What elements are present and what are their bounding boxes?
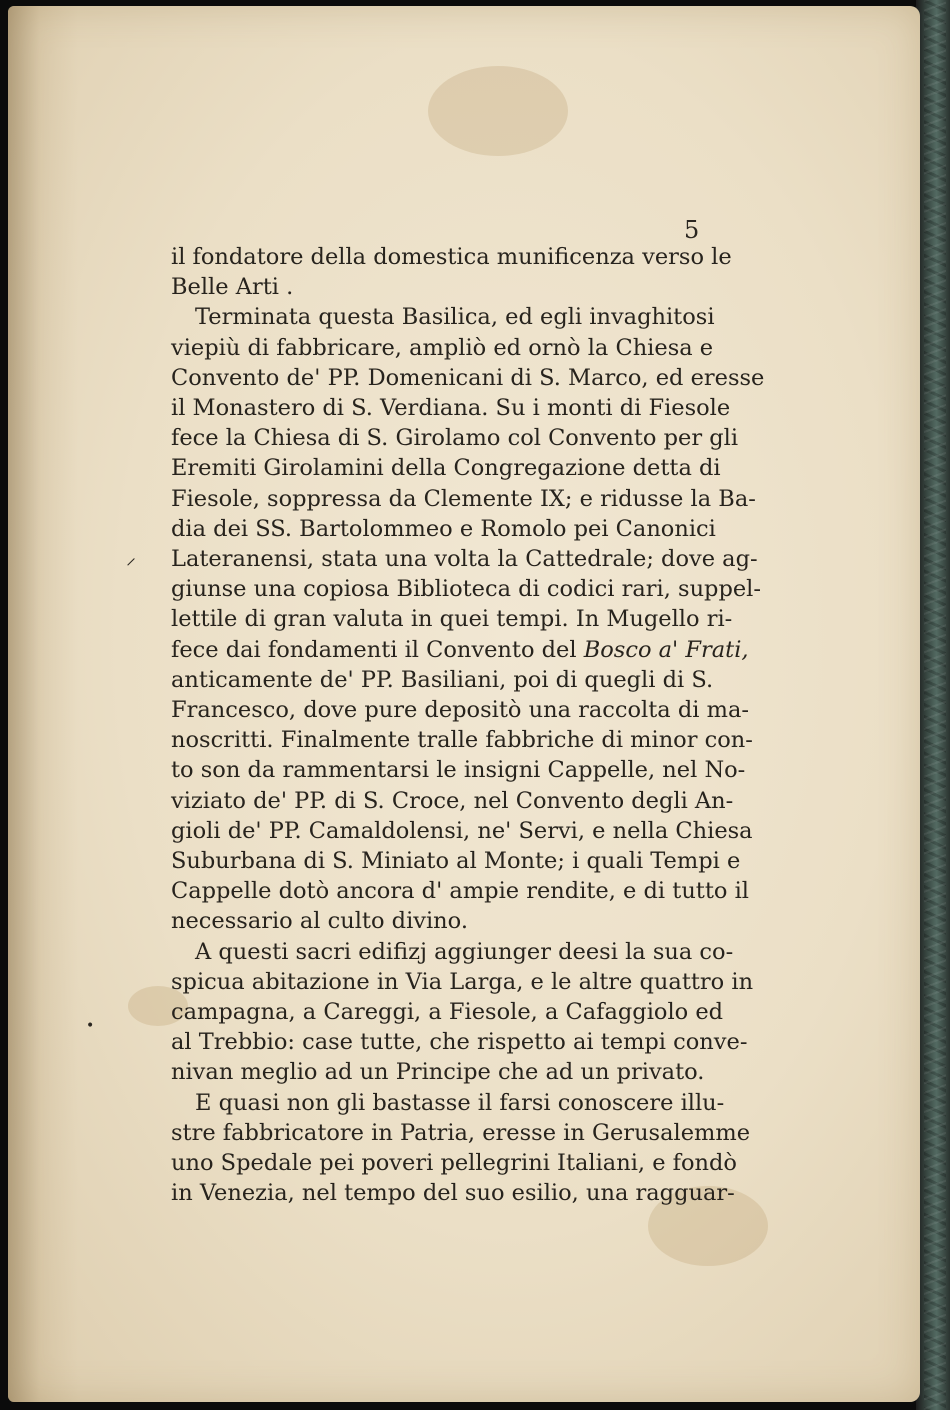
text-line: il Monastero di S. Verdiana. Su i monti di Fiesole <box>171 395 731 422</box>
text-line: noscritti. Finalmente tralle fabbriche di minor con- <box>171 727 753 754</box>
margin-mark: ⸝ <box>126 545 136 569</box>
text-line: Lateranensi, stata una volta la Cattedrale; dove ag- <box>171 546 758 573</box>
text-line: Belle Arti . <box>171 274 294 301</box>
paragraph-first-line: A questi sacri edifizj aggiunger deesi la sua co- <box>195 938 734 965</box>
text-line-with-italic <box>171 635 749 665</box>
text-line: al Trebbio: case tutte, che rispetto ai tempi conve- <box>171 1029 748 1056</box>
page-gutter-shadow <box>8 6 78 1402</box>
paragraph-first-line: E quasi non gli bastasse il farsi conoscere illu- <box>195 1089 725 1116</box>
text-line: Convento de' PP. Domenicani di S. Marco, ed eresse <box>171 364 765 391</box>
body-text <box>171 242 765 1209</box>
paragraph-first-line: Terminata questa Basilica, ed egli invaghitosi <box>195 304 715 331</box>
italic-place-name: Bosco a' Frati, <box>583 636 749 663</box>
text-line: il fondatore della domestica munificenza verso le <box>171 244 732 270</box>
text-line: viepiù di fabbricare, ampliò ed ornò la Chiesa e <box>171 334 714 361</box>
text-line: in Venezia, nel tempo del suo esilio, una ragguar- <box>171 1180 735 1207</box>
margin-mark: • <box>86 1018 95 1034</box>
text-line: campagna, a Careggi, a Fiesole, a Cafaggiolo ed <box>171 999 724 1026</box>
page-number: 5 <box>684 216 700 244</box>
text-segment: fece dai fondamenti il Convento del <box>171 636 577 663</box>
text-line: nivan meglio ad un Principe che ad un privato. <box>171 1059 705 1086</box>
text-line: stre fabbricatore in Patria, eresse in Gerusalemme <box>171 1119 751 1146</box>
text-line: Suburbana di S. Miniato al Monte; i quali Tempi e <box>171 848 741 875</box>
text-line: Francesco, dove pure depositò una raccolta di ma- <box>171 697 749 724</box>
text-line: necessario al culto divino. <box>171 908 468 935</box>
text-line: Cappelle dotò ancora d' ampie rendite, e di tutto il <box>171 878 749 905</box>
text-line: Fiesole, soppressa da Clemente IX; e ridusse la Ba- <box>171 485 756 512</box>
text-line: uno Spedale pei poveri pellegrini Italiani, e fondò <box>171 1150 737 1177</box>
text-line: gioli de' PP. Camaldolensi, ne' Servi, e nella Chiesa <box>171 817 753 844</box>
text-line: giunse una copiosa Biblioteca di codici rari, suppel- <box>171 576 761 603</box>
text-line: fece la Chiesa di S. Girolamo col Convento per gli <box>171 425 739 452</box>
text-line: Eremiti Girolamini della Congregazione detta di <box>171 455 721 482</box>
text-line: anticamente de' PP. Basiliani, poi di quegli di S. <box>171 666 714 693</box>
foxing-stain <box>428 66 568 156</box>
text-line: to son da rammentarsi le insigni Cappelle, nel No- <box>171 757 746 784</box>
text-line: lettile di gran valuta in quei tempi. In Mugello ri- <box>171 606 733 633</box>
text-line: viziato de' PP. di S. Croce, nel Convento degli An- <box>171 787 734 814</box>
text-line: spicua abitazione in Via Larga, e le altre quattro in <box>171 968 754 995</box>
marbled-paper-texture <box>924 0 946 1410</box>
text-line: dia dei SS. Bartolommeo e Romolo pei Canonici <box>171 515 716 542</box>
